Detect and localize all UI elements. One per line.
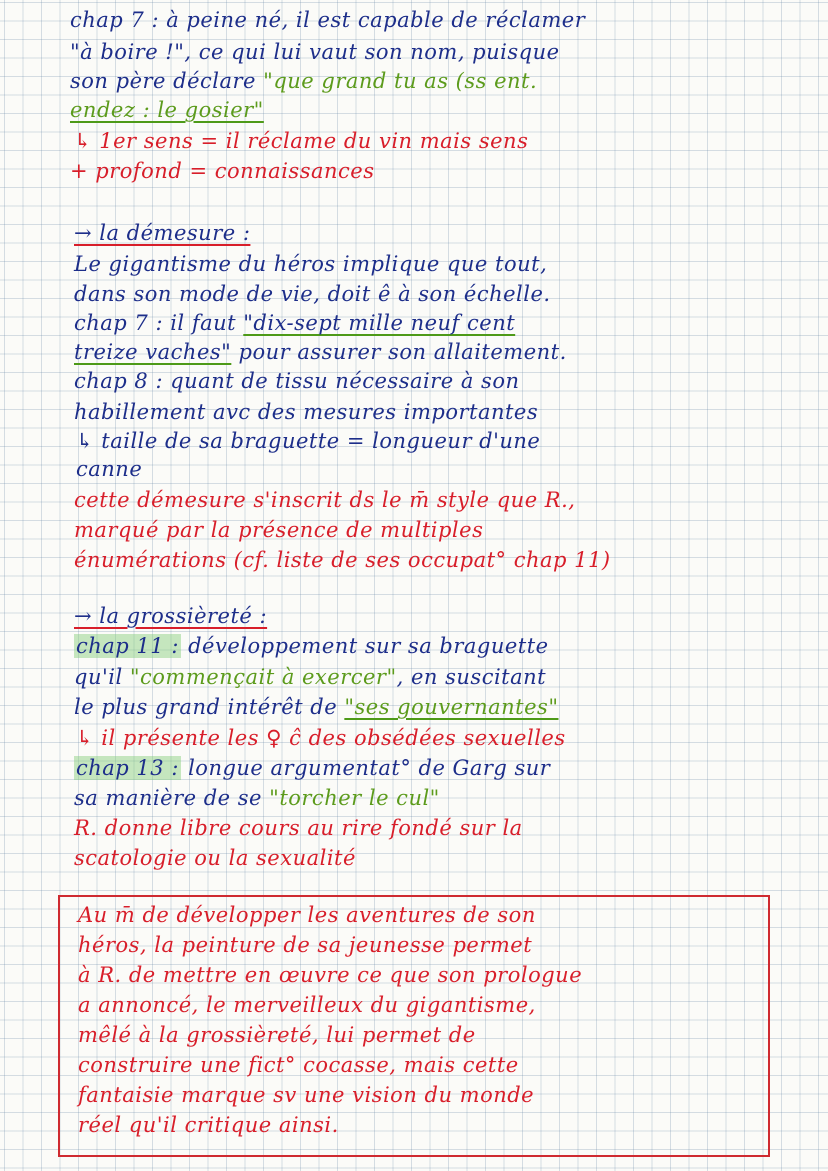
- conclusion-line-7: fantaisie marque sv une vision du monde: [78, 1083, 535, 1107]
- grossierete-chap13-label: chap 13 :: [76, 756, 179, 780]
- demesure-line-7: ↳ taille de sa braguette = longueur d'une: [76, 429, 541, 453]
- grossierete-line-2: [74, 667, 546, 688]
- chap7-quote-grand-tu-as: "que grand tu as (ss ent.: [263, 69, 538, 93]
- grossierete-quote-torcher: "torcher le cul": [269, 786, 440, 810]
- demesure-line-2: dans son mode de vie, doit ê à son échelle.: [74, 282, 551, 306]
- demesure-line-6: habillement avc des mesures importantes: [74, 400, 539, 424]
- grossierete-line-6-start: sa manière de se: [74, 786, 270, 810]
- demesure-line-8: canne: [76, 457, 143, 481]
- conclusion-line-4: a annoncé, le merveilleux du gigantisme,: [78, 993, 536, 1017]
- demesure-chap7-label: chap 7 : il faut: [74, 311, 244, 335]
- grossierete-line-2-start: qu'il: [74, 665, 130, 689]
- conclusion-line-6: construire une fict° cocasse, mais cette: [78, 1053, 519, 1077]
- grossierete-line-3-start: le plus grand intérêt de: [74, 695, 345, 719]
- demesure-quote-vaches-end: treize vaches": [74, 340, 232, 364]
- demesure-remark-3: énumérations (cf. liste de ses occupat° chap 11): [74, 548, 611, 572]
- demesure-line-3: [74, 313, 515, 334]
- grossierete-line-4: ↳ il présente les ♀ ĉ des obsédées sexuelles: [76, 726, 566, 750]
- demesure-remark-1: cette démesure s'inscrit ds le m̄ style que R.,: [74, 488, 576, 512]
- grossierete-line-1-text: développement sur sa braguette: [180, 634, 549, 658]
- heading-demesure-text: → la démesure :: [74, 221, 251, 245]
- heading-grossierete: [74, 606, 267, 627]
- demesure-line-5: chap 8 : quant de tissu nécessaire à son: [74, 369, 520, 393]
- grossierete-quote-exercer: "commençait à exercer": [129, 665, 397, 689]
- grossierete-line-1: [74, 636, 549, 657]
- chap7-line-4: endez : le gosier": [70, 98, 264, 122]
- chap7-line-1: chap 7 : à peine né, il est capable de réclamer: [70, 8, 586, 32]
- grossierete-line-7: R. donne libre cours au rire fondé sur la: [74, 816, 523, 840]
- conclusion-line-5: mêlé à la grossièreté, lui permet de: [78, 1023, 476, 1047]
- demesure-allaitement: pour assurer son allaitement.: [231, 340, 567, 364]
- heading-demesure: [74, 223, 250, 244]
- grossierete-line-8: scatologie ou la sexualité: [74, 846, 356, 870]
- demesure-line-4: [74, 342, 567, 363]
- grossierete-chap11-label: chap 11 :: [76, 634, 179, 658]
- chap7-first-meaning: ↳ 1er sens = il réclame du vin mais sens: [74, 129, 529, 153]
- grossierete-line-5-text: longue argumentat° de Garg sur: [180, 756, 551, 780]
- grossierete-line-2-end: , en suscitant: [396, 665, 547, 689]
- demesure-quote-vaches: "dix-sept mille neuf cent: [243, 311, 516, 335]
- chap7-line-2: "à boire !", ce qui lui vaut son nom, puisque: [70, 40, 560, 64]
- chap7-deeper-meaning: + profond = connaissances: [70, 159, 375, 183]
- grossierete-line-3: [74, 697, 558, 718]
- chap7-line-3-text: son père déclare: [70, 69, 264, 93]
- demesure-remark-2: marqué par la présence de multiples: [74, 518, 484, 542]
- grossierete-line-6: [74, 788, 440, 809]
- grossierete-line-5: [74, 758, 550, 779]
- conclusion-line-1: Au m̄ de développer les aventures de son: [78, 903, 536, 927]
- conclusion-line-8: réel qu'il critique ainsi.: [78, 1113, 339, 1137]
- conclusion-line-3: à R. de mettre en œuvre ce que son prologue: [78, 963, 583, 987]
- chap7-line-3: [70, 71, 537, 92]
- heading-grossierete-text: → la grossièreté :: [74, 604, 268, 628]
- grossierete-quote-gouvernantes: "ses gouvernantes": [344, 695, 559, 719]
- conclusion-line-2: héros, la peinture de sa jeunesse permet: [78, 933, 533, 957]
- demesure-line-1: Le gigantisme du héros implique que tout,: [74, 252, 548, 276]
